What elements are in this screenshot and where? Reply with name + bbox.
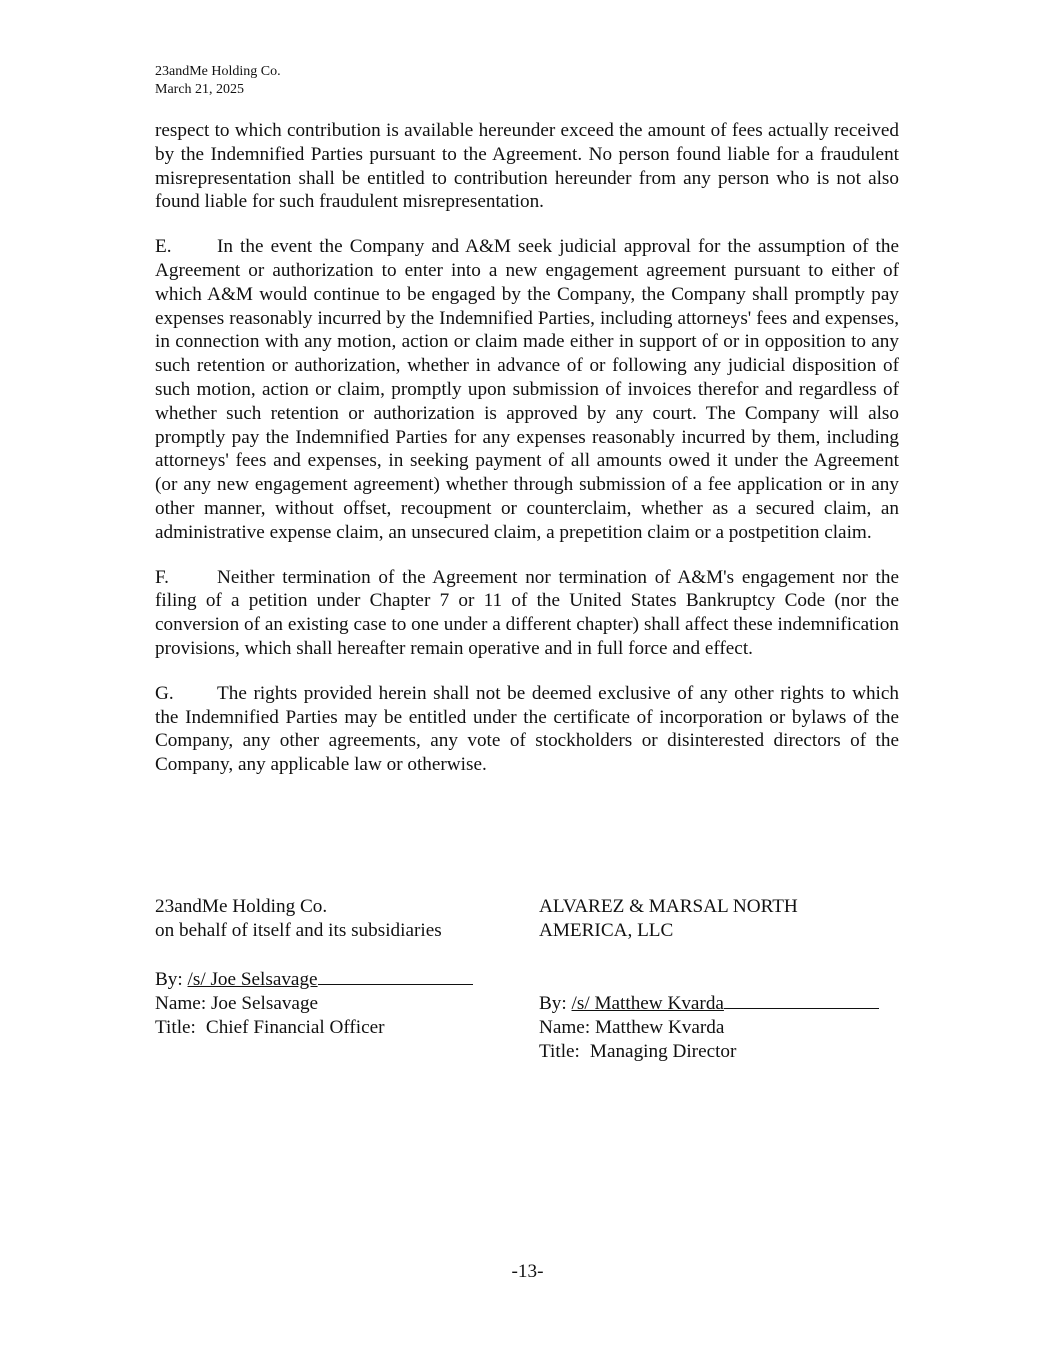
paragraph-g-letter: G. xyxy=(155,682,174,704)
document-header xyxy=(155,63,281,99)
signature-underline xyxy=(318,965,473,985)
am-signature-line: By: /s/ Matthew Kvarda xyxy=(539,989,879,1016)
paragraph-f-letter: F. xyxy=(155,566,169,588)
header-date: March 21, 2025 xyxy=(155,82,245,97)
am-signature: /s/ Matthew Kvarda xyxy=(571,993,724,1014)
paragraph-e-text: In the event the Company and A&M seek judicial approval for the assumption of the Agreement or authorization to enter into a new engagement agreement pursuant to either of which A&M would continue to be engaged by the Company, the Company shall promptly pay expenses reasonably incurred by the Indemnified Parties, including attorneys' fees and expenses, in connection with any motion, action or claim made either in support of or in opposition to any such retention or authorization, whether in advance of or following any judicial disposition of such motion, action or claim, promptly upon submission of invoices therefor and regardless of whether such retention or authorization is approved by any court. The Company will also promptly pay the Indemnified Parties for any expenses reasonably incurred by them, including attorneys' fees and expenses, in seeking payment of all amounts owed it under the Agreement (or any new engagement agreement) whether through submission of a fee application or in any other manner, without offset, recoupment or counterclaim, whether as a secured claim, an administrative expense claim, an unsecured claim, a prepetition claim or a postpetition claim. xyxy=(155,236,899,543)
paragraph-e xyxy=(155,235,899,544)
company-signature-line: By: /s/ Joe Selsavage xyxy=(155,965,473,992)
am-party-name-cont: AMERICA, LLC xyxy=(539,920,674,941)
paragraph-g-text: The rights provided herein shall not be deemed exclusive of any other rights to which the Indemnified Parties may be entitled under the certificate of incorporation or bylaws of the Company, any other agreements, any vote of stockholders or disinterested directors of the Company, any applicable law or otherwise. xyxy=(155,682,899,776)
paragraph-e-letter: E. xyxy=(155,236,172,258)
company-party-description: on behalf of itself and its subsidiaries xyxy=(155,920,442,941)
header-company: 23andMe Holding Co. xyxy=(155,64,281,79)
document-body xyxy=(155,119,899,798)
company-signer-title: Title: Chief Financial Officer xyxy=(155,1017,385,1038)
company-party-name: 23andMe Holding Co. xyxy=(155,896,328,917)
paragraph-continuation: respect to which contribution is available hereunder exceed the amount of fees actually received by the Indemnified Parties pursuant to the Agreement. No person found liable for a fraudulent misrepresentation shall be entitled to contribution hereunder from any person who is not also found liable for such fraudulent misrepresentation. xyxy=(155,120,899,213)
signature-underline xyxy=(724,989,879,1009)
am-signer-title: Title: Managing Director xyxy=(539,1041,737,1062)
page-number: -13- xyxy=(511,1261,544,1282)
signature-block-am xyxy=(539,895,879,1064)
paragraph-f xyxy=(155,566,899,661)
company-signature: /s/ Joe Selsavage xyxy=(187,969,318,990)
paragraph-g xyxy=(155,682,899,777)
signature-block-company xyxy=(155,895,473,1040)
company-signer-name: Name: Joe Selsavage xyxy=(155,993,319,1014)
paragraph-f-text: Neither termination of the Agreement nor termination of A&M's engagement nor the filing of a petition under Chapter 7 or 11 of the United States Bankruptcy Code (nor the conversion of an existing case to one under a different chapter) shall affect these indemnification provisions, which shall hereafter remain operative and in full force and effect. xyxy=(155,566,899,659)
am-signer-name: Name: Matthew Kvarda xyxy=(539,1017,725,1038)
am-party-name: ALVAREZ & MARSAL NORTH xyxy=(539,896,798,917)
